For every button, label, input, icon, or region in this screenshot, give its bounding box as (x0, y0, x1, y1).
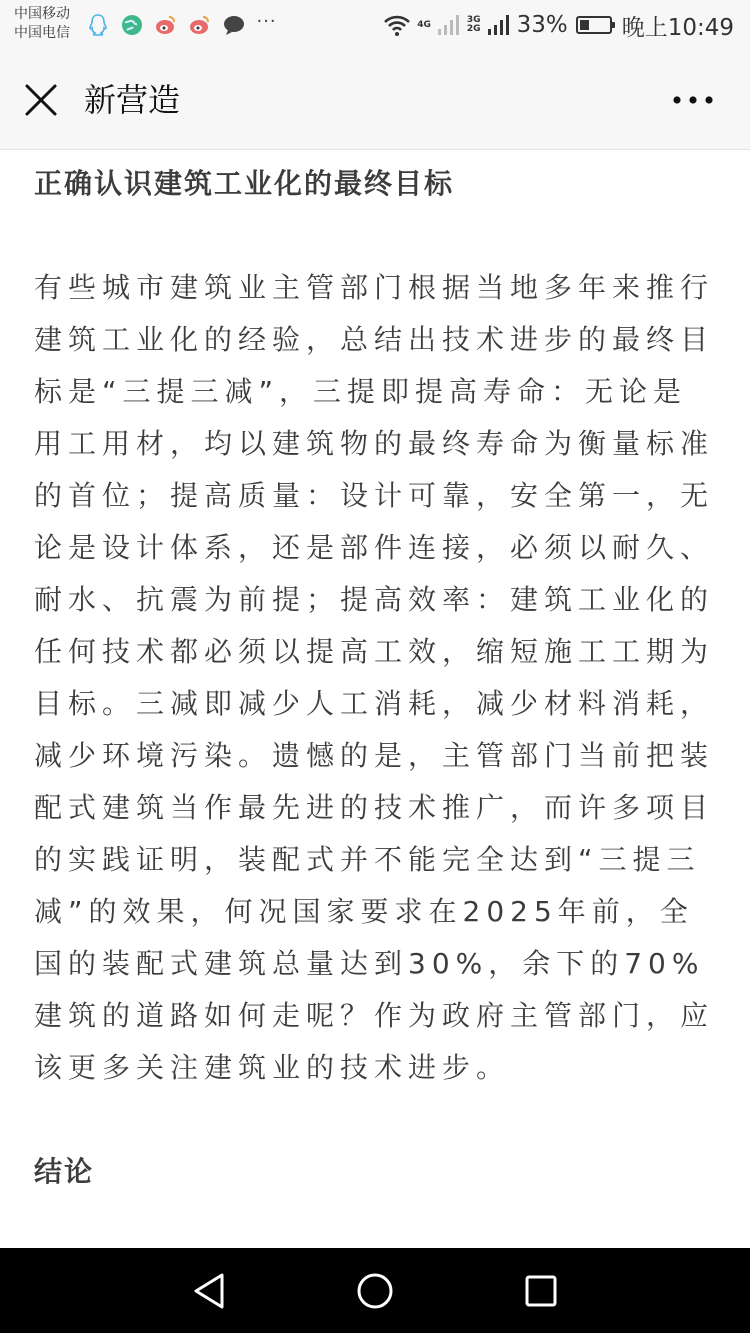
home-button[interactable] (352, 1268, 398, 1314)
system-indicators (377, 8, 734, 42)
carrier-2: 中国电信 (14, 25, 70, 41)
carrier-1: 中国移动 (14, 6, 70, 22)
close-button[interactable] (20, 79, 62, 121)
notification-icons (86, 10, 277, 37)
home-circle-icon (355, 1271, 395, 1311)
page-title: 新营造 (84, 81, 181, 119)
article-content[interactable] (0, 150, 750, 1248)
signal-strength-icon-2 (487, 14, 511, 36)
more-options-button[interactable] (668, 86, 718, 114)
wifi-icon (383, 14, 411, 36)
more-notifications-indicator: ··· (256, 10, 277, 32)
chat-bubble-icon (222, 13, 246, 37)
section-heading: 正确认识建筑工业化的最终目标 (34, 167, 455, 200)
network-3g-label: 3G (466, 15, 481, 25)
carrier-labels (14, 5, 70, 43)
article-paragraph: 有些城市建筑业主管部门根据当地多年来推行建筑工业化的经验，总结出技术进步的最终目标是“三提三减”，三提即提高寿命：无论是用工用材，均以建筑物的最终寿命为衡量标准的首位；提高质量：设计可靠，安全第一，无论是设计体系，还是部件连接，必须以耐久、耐水、抗震为前提；提高效率：建筑工业化的任何技术都必须以提高工效，缩短施工工期为目标。三减即减少人工消耗，减少材料消耗，减少环境污染。遗憾的是，主管部门当前把装配式建筑当作最先进的技术推广，而许多项目的实践证明，装配式并不能完全达到“三提三减”的效果，何况国家要求在2025年前，全国的装配式建筑总量达到30%，余下的70%建筑的道路如何走呢？作为政府主管部门，应该更多关注建筑业的技术进步。 (34, 271, 715, 1084)
back-button[interactable] (186, 1268, 232, 1314)
qq-notification-icon (86, 13, 110, 37)
more-dots-icon (673, 96, 713, 104)
recent-apps-square-icon (524, 1274, 558, 1308)
title-bar (0, 50, 750, 150)
conclusion-heading: 结论 (34, 1155, 95, 1188)
system-navigation-bar (0, 1248, 750, 1333)
battery-icon (576, 16, 612, 34)
weibo-app-icon (154, 13, 178, 37)
battery-fill (580, 20, 589, 30)
network-3g2g-label (467, 16, 481, 34)
back-triangle-icon (192, 1272, 226, 1310)
globe-app-icon (120, 13, 144, 37)
recent-apps-button[interactable] (518, 1268, 564, 1314)
clock: 晚上10:49 (621, 14, 734, 41)
network-4g-label: 4G (417, 19, 431, 30)
status-bar (0, 0, 750, 50)
weibo-app-icon-2 (188, 13, 212, 37)
close-icon (24, 83, 58, 117)
network-2g-label: 2G (466, 24, 481, 34)
battery-percent: 33% (516, 12, 568, 38)
signal-strength-icon (437, 14, 461, 36)
